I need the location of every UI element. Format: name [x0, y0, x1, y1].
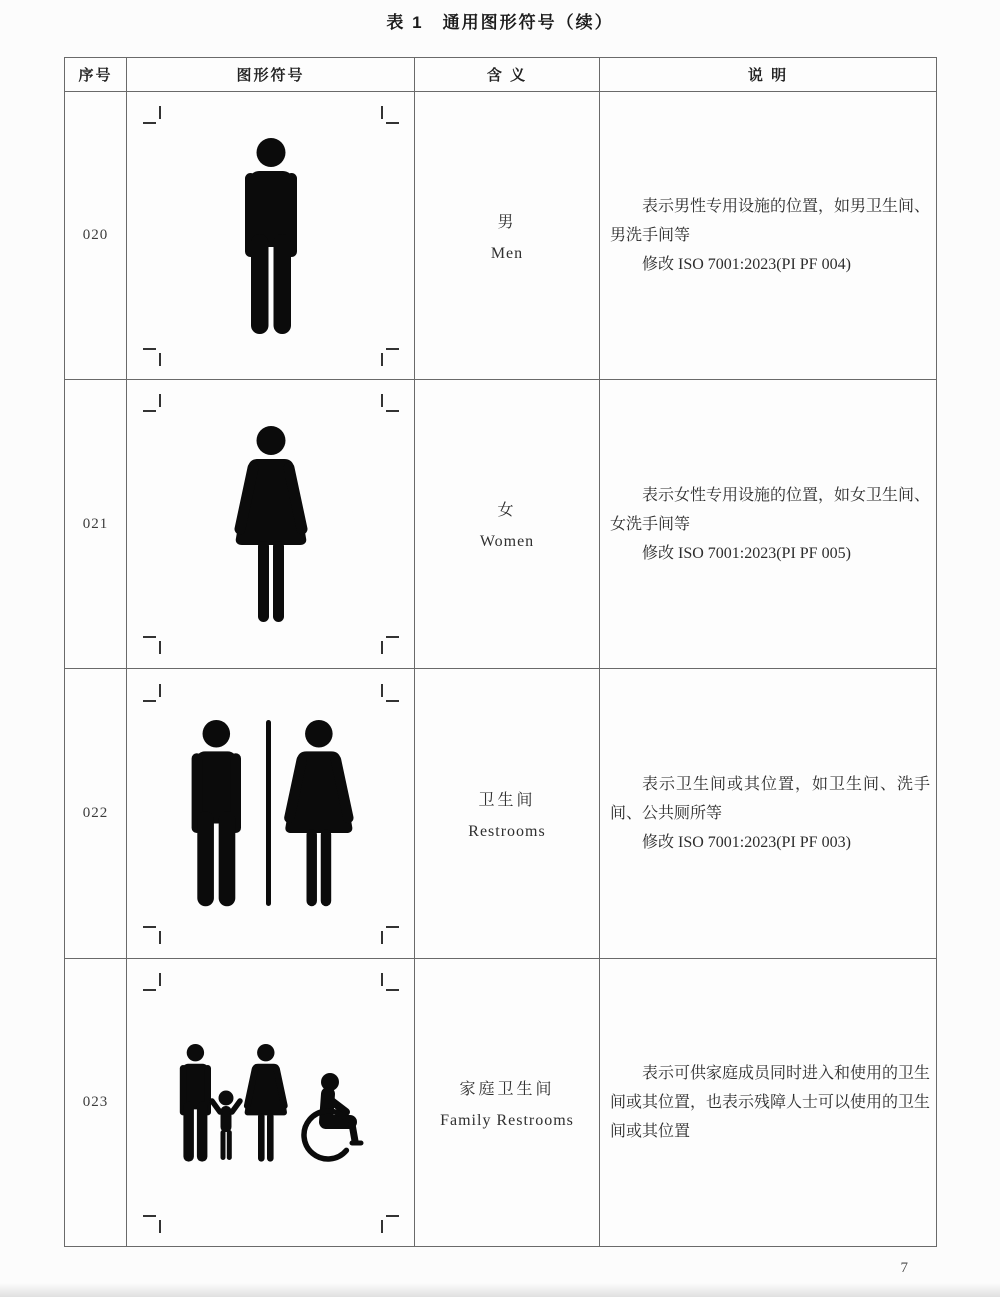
- symbol-cell: [127, 959, 415, 1247]
- iso-reference: 修改 ISO 7001:2023(PI PF 003): [642, 834, 851, 851]
- symbol-frame: [160, 123, 382, 349]
- crop-mark: [159, 106, 161, 119]
- description-text: 表示卫生间或其位置，如卫生间、洗手间、公共厕所等: [610, 776, 930, 822]
- table-row: [65, 380, 937, 669]
- page-title: 表 1 通用图形符号（续）: [386, 13, 614, 32]
- crop-mark: [381, 973, 383, 986]
- meaning-en: Restrooms: [468, 822, 546, 840]
- crop-mark: [381, 931, 383, 944]
- table-row: [65, 669, 937, 959]
- crop-mark: [159, 973, 161, 986]
- crop-mark: [381, 394, 383, 407]
- crop-mark: [381, 684, 383, 697]
- symbol-cell: [127, 669, 415, 959]
- family-restrooms-pictogram-icon: [172, 1042, 370, 1164]
- header-description: 说 明: [600, 58, 937, 92]
- divider-bar: [266, 720, 271, 906]
- row-number: 023: [65, 959, 127, 1247]
- header-symbol: 图形符号: [127, 58, 415, 92]
- description-cell: [600, 92, 937, 380]
- crop-mark: [159, 394, 161, 407]
- crop-mark: [386, 926, 399, 928]
- men-pictogram-icon: [237, 138, 305, 334]
- description-cell: [600, 669, 937, 959]
- crop-mark: [386, 700, 399, 702]
- description-cell: [600, 959, 937, 1247]
- iso-reference: 修改 ISO 7001:2023(PI PF 005): [642, 544, 851, 562]
- symbol-frame: [160, 990, 382, 1216]
- crop-mark: [386, 348, 399, 350]
- meaning-cell: [415, 959, 600, 1247]
- meaning-cell: [415, 380, 600, 669]
- iso-reference: 修改 ISO 7001:2023(PI PF 004): [642, 256, 851, 273]
- meaning-cell: [415, 92, 600, 380]
- crop-mark: [386, 1215, 399, 1217]
- crop-mark: [159, 641, 161, 654]
- meaning-en: Women: [479, 533, 535, 550]
- crop-mark: [143, 122, 156, 124]
- crop-mark: [381, 641, 383, 654]
- crop-mark: [386, 410, 399, 412]
- women-pictogram-icon: [228, 426, 314, 622]
- meaning-zh: 卫生间: [478, 791, 536, 809]
- crop-mark: [159, 684, 161, 697]
- crop-mark: [143, 926, 156, 928]
- row-number: 021: [65, 380, 127, 669]
- symbol-cell: [127, 380, 415, 669]
- symbol-frame: [160, 411, 382, 637]
- crop-mark: [159, 1220, 161, 1233]
- table-header-row: [65, 58, 937, 92]
- child-figure: [212, 1090, 240, 1160]
- page-number: 7: [900, 1260, 908, 1276]
- crop-mark: [159, 931, 161, 944]
- crop-mark: [386, 989, 399, 991]
- meaning-en: Family Restrooms: [440, 1111, 574, 1129]
- crop-mark: [386, 636, 399, 638]
- description-cell: [600, 380, 937, 669]
- scan-edge-shadow: [0, 1283, 1000, 1297]
- crop-mark: [143, 348, 156, 350]
- crop-mark: [143, 700, 156, 702]
- crop-mark: [381, 106, 383, 119]
- crop-mark: [143, 636, 156, 638]
- crop-mark: [143, 989, 156, 991]
- symbol-frame: [160, 701, 382, 927]
- table-row: [65, 92, 937, 380]
- header-serial: 序号: [65, 58, 127, 92]
- crop-mark: [381, 353, 383, 366]
- meaning-cell: [415, 669, 600, 959]
- description-text: 表示可供家庭成员同时进入和使用的卫生间或其位置，也表示残障人士可以使用的卫生间或其位置: [610, 1065, 931, 1140]
- meaning-zh: 男: [497, 213, 517, 231]
- crop-mark: [143, 410, 156, 412]
- meaning-zh: 女: [497, 502, 517, 519]
- crop-mark: [143, 1215, 156, 1217]
- row-number: 020: [65, 92, 127, 380]
- meaning-en: Men: [490, 244, 524, 262]
- description-text: 表示男性专用设施的位置，如男卫生间、男洗手间等: [610, 198, 931, 244]
- description-text: 表示女性专用设施的位置，如女卫生间、女洗手间等: [610, 486, 931, 533]
- restrooms-pictogram-icon: [178, 718, 364, 910]
- row-number: 022: [65, 669, 127, 959]
- header-meaning: 含 义: [415, 58, 600, 92]
- crop-mark: [386, 122, 399, 124]
- crop-mark: [159, 353, 161, 366]
- meaning-zh: 家庭卫生间: [459, 1080, 555, 1098]
- table-row: [65, 959, 937, 1247]
- symbol-cell: [127, 92, 415, 380]
- wheelchair-figure: [303, 1073, 360, 1159]
- symbol-table: [64, 57, 937, 1247]
- crop-mark: [381, 1220, 383, 1233]
